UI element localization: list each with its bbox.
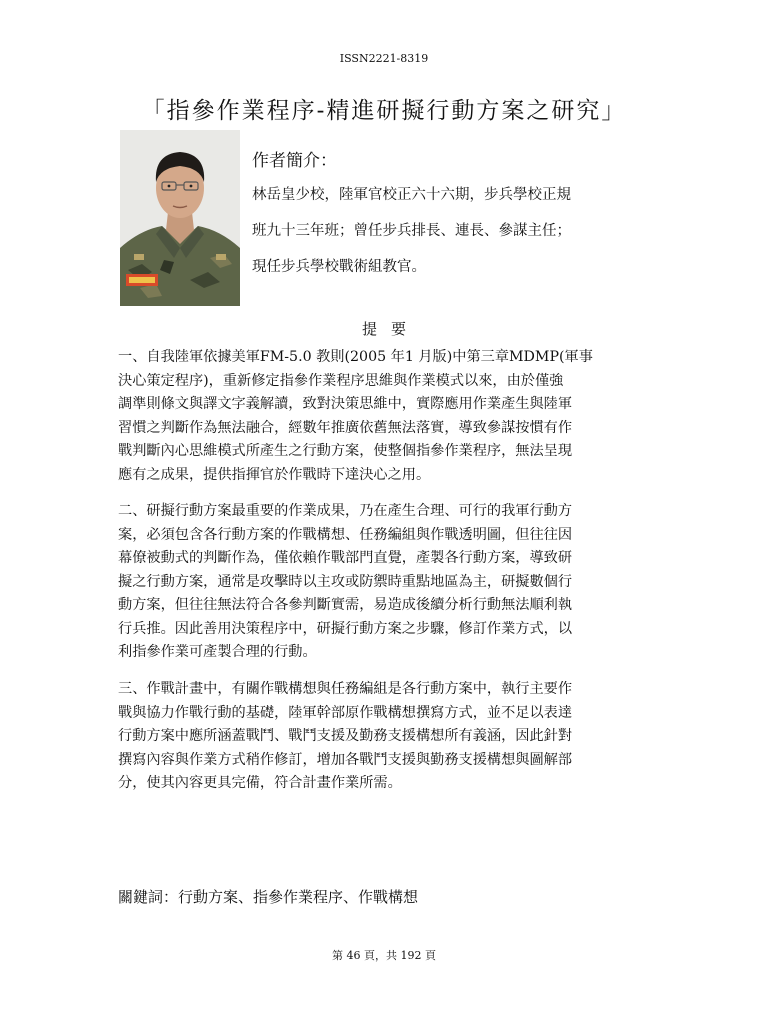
author-bio-line: 班九十三年班；曾任步兵排長、連長、參謀主任； bbox=[252, 223, 571, 239]
author-bio-line: 林岳皇少校，陸軍官校正六十六期，步兵學校正規 bbox=[252, 187, 571, 203]
paragraph-line: 幕僚被動式的判斷作為，僅依賴作戰部門直覺，產製各行動方案，導致研 bbox=[118, 550, 573, 566]
author-heading: 作者簡介： bbox=[252, 151, 337, 171]
author-photo bbox=[120, 130, 240, 306]
paragraph-line: 行動方案中應所涵蓋戰鬥、戰鬥支援及勤務支援構想所有義涵，因此針對 bbox=[118, 728, 573, 744]
paragraph-line: 利指參作業可產製合理的行動。 bbox=[118, 644, 317, 660]
paper-title: 「指參作業程序-精進研擬行動方案之研究」 bbox=[141, 98, 627, 124]
paragraph-line: 案，必須包含各行動方案的作戰構想、任務編組與作戰透明圖，但往往因 bbox=[118, 526, 573, 543]
author-bio-line: 現任步兵學校戰術組教官。 bbox=[252, 259, 426, 275]
paragraph-line: 戰判斷內心思維模式所產生之行動方案，使整個指參作業程序，無法呈現 bbox=[118, 443, 573, 459]
paragraph-line: 決心策定程序)，重新修定指參作業程序思維與作業模式以來，由於僅強 bbox=[118, 372, 564, 389]
paragraph-line: 分，使其內容更具完備，符合計畫作業所需。 bbox=[118, 775, 402, 791]
paragraph-line: 應有之成果，提供指揮官於作戰時下達決心之用。 bbox=[118, 466, 431, 483]
paragraph-line: 二、研擬行動方案最重要的作業成果，乃在產生合理、可行的我軍行動方 bbox=[118, 503, 573, 519]
paragraph-line: 三、作戰計畫中，有關作戰構想與任務編組是各行動方案中，執行主要作 bbox=[118, 681, 573, 697]
keywords: 關鍵詞：行動方案、指參作業程序、作戰構想 bbox=[118, 888, 419, 906]
abstract-paragraph-3 bbox=[118, 678, 658, 796]
paragraph-line: 撰寫內容與作業方式稍作修訂，增加各戰鬥支援與勤務支援構想與圖解部 bbox=[118, 751, 573, 768]
paragraph-line: 調準則條文與譯文字義解讀，致對決策思維中，實際應用作業產生與陸軍 bbox=[118, 396, 573, 412]
paragraph-line: 動方案，但往往無法符合各參判斷實需，易造成後續分析行動無法順利執 bbox=[118, 597, 573, 613]
abstract-paragraph-1 bbox=[118, 346, 658, 487]
issn-header: ISSN2221-8319 bbox=[339, 52, 429, 65]
page-number: 第 46 頁，共 192 頁 bbox=[332, 949, 436, 962]
paragraph-line: 戰與協力作戰行動的基礎，陸軍幹部原作戰構想撰寫方式，並不足以表達 bbox=[118, 704, 573, 721]
paragraph-line: 習慣之判斷作為無法融合，經數年推廣依舊無法落實，導致參謀按慣有作 bbox=[118, 419, 573, 436]
abstract-paragraph-2 bbox=[118, 500, 658, 665]
paragraph-line: 擬之行動方案，通常是攻擊時以主攻或防禦時重點地區為主，研擬數個行 bbox=[118, 573, 573, 590]
abstract-heading: 提要 bbox=[361, 320, 420, 338]
paragraph-line: 一、自我陸軍依據美軍FM-5.0 教則(2005 年1 月版)中第三章MDMP(軍事 bbox=[118, 349, 593, 365]
author-bio bbox=[252, 146, 662, 295]
paragraph-line: 行兵推。因此善用決策程序中，研擬行動方案之步驟，修訂作業方式，以 bbox=[118, 620, 573, 637]
